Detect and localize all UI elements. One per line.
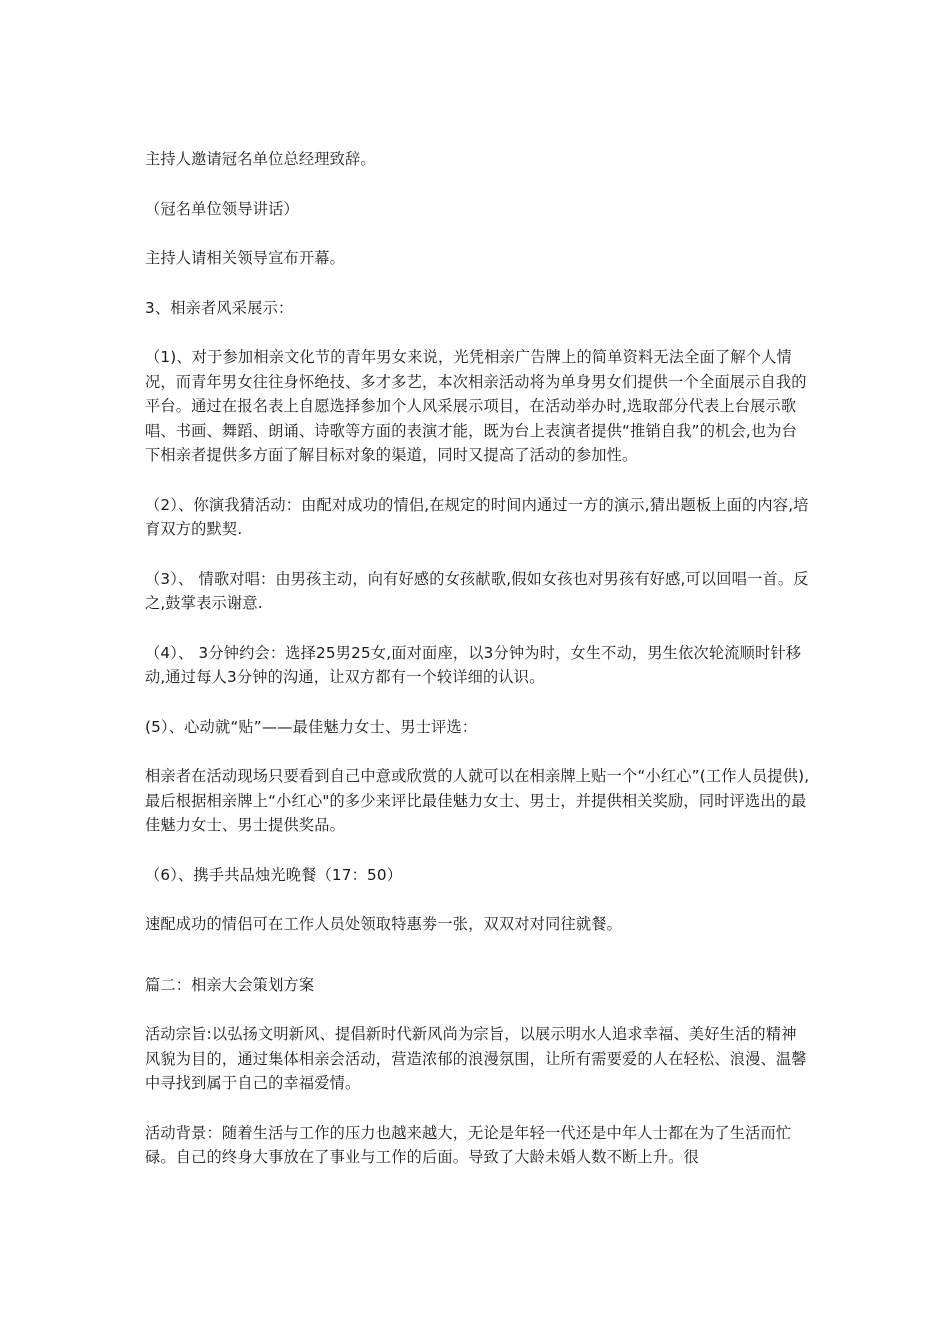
paragraph-announce-opening: 主持人请相关领导宣布开幕。	[145, 249, 346, 267]
document-body	[145, 147, 810, 1195]
paragraph-item-3: （3）、 情歌对唱：由男孩主动，向有好感的女孩献歌,假如女孩也对男孩有好感,可以回唱一首。反之,鼓掌表示谢意.	[145, 569, 809, 612]
section-heading-part-two: 篇二：相亲大会策划方案	[145, 975, 315, 994]
paragraph-activity-purpose: 活动宗旨:以弘扬文明新风、提倡新时代新风尚为宗旨，以展示明水人追求幸福、美好生活的精神风貌为目的，通过集体相亲会活动，营造浓郁的浪漫氛围，让所有需要爱的人在轻松、浪漫、温馨中寻找到属于自己的幸福爱情。	[145, 1025, 807, 1092]
paragraph-item-6-heading: （6）、携手共品烛光晚餐（17：50）	[145, 865, 403, 884]
paragraph-item-5-body: 相亲者在活动现场只要看到自己中意或欣赏的人就可以在相亲牌上贴一个“小红心”(工作人员提供),最后根据相亲牌上“小红心"的多少来评比最佳魅力女士、男士，并提供相关奖励，同时评选出的最佳魅力女士、男士提供奖品。	[145, 767, 810, 834]
paragraph-item-1: （1)、对于参加相亲文化节的青年男女来说，光凭相亲广告牌上的简单资料无法全面了解个人情况，而青年男女往往身怀绝技、多才多艺，本次相亲活动将为单身男女们提供一个全面展示自我的平台。通过在报名表上自愿选择参加个人风采展示项目，在活动举办时,选取部分代表上台展示歌唱、书画、舞蹈、朗诵、诗歌等方面的表演才能，既为台上表演者提供“推销自我”的机会,也为台下相亲者提供多方面了解目标对象的渠道，同时又提高了活动的参加性。	[145, 348, 807, 464]
paragraph-host-invites-sponsor: 主持人邀请冠名单位总经理致辞。	[145, 150, 376, 168]
paragraph-item-2: （2）、你演我猜活动：由配对成功的情侣,在规定的时间内通过一方的演示,猜出题板上面的内容,培育双方的默契.	[145, 495, 809, 538]
paragraph-item-5-heading: (5）、心动就“贴”——最佳魅力女士、男士评选：	[145, 717, 478, 736]
paragraph-sponsor-speech: （冠名单位领导讲话）	[145, 199, 299, 218]
paragraph-item-6-body: 速配成功的情侣可在工作人员处领取特惠劵一张，双双对对同往就餐。	[145, 915, 623, 933]
paragraph-item-4: （4）、 3分钟约会：选择25男25女,面对面座，以3分钟为时，女生不动，男生依次轮流顺时针移动,通过每人3分钟的沟通，让双方都有一个较详细的认识。	[145, 643, 802, 686]
section-heading-showcase: 3、相亲者风采展示：	[145, 298, 294, 317]
paragraph-activity-background: 活动背景：随着生活与工作的压力也越来越大，无论是年轻一代还是中年人士都在为了生活而忙碌。自己的终身大事放在了事业与工作的后面。导致了大龄未婚人数不断上升。很	[145, 1123, 792, 1166]
